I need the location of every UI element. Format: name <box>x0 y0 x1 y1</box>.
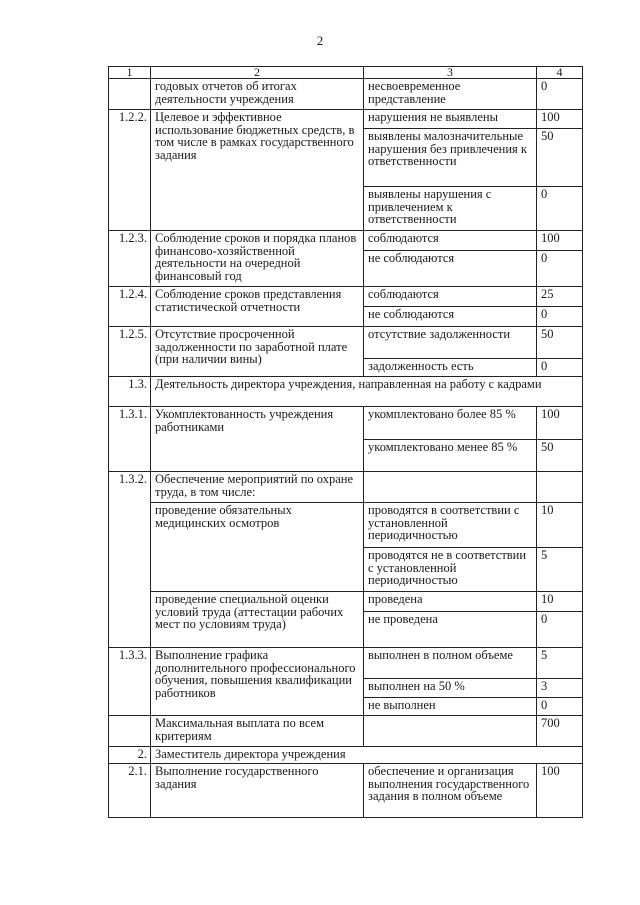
criterion: Максимальная выплата по всем критериям <box>151 716 364 747</box>
points-value: 0 <box>537 187 583 231</box>
points-value: 5 <box>537 548 583 592</box>
criterion: Отсутствие просроченной задолженности по заработной плате (при наличии вины) <box>151 327 364 377</box>
condition: выявлены малозначительные нарушения без привлечения к ответственности <box>364 129 537 187</box>
points-value: 10 <box>537 503 583 548</box>
section-row <box>109 747 583 764</box>
criterion: проведение специальной оценки условий труда (аттестации рабочих мест по условиям труда) <box>151 592 364 648</box>
section-row <box>109 377 583 407</box>
row-number <box>109 716 151 747</box>
section-title: Заместитель директора учреждения <box>151 747 583 764</box>
row-number: 1.3.2. <box>109 472 151 648</box>
row-number <box>109 79 151 110</box>
row-number: 2. <box>109 747 151 764</box>
table-row <box>109 79 583 110</box>
condition: не выполнен <box>364 698 537 716</box>
points-value: 50 <box>537 440 583 472</box>
empty-cell <box>364 716 537 747</box>
criterion: Соблюдение сроков и порядка планов финансово-хозяйственной деятельности на очередной финансовый год <box>151 231 364 287</box>
column-header: 2 <box>151 67 364 79</box>
points-value: 0 <box>537 698 583 716</box>
condition: не соблюдаются <box>364 251 537 287</box>
row-number: 1.2.3. <box>109 231 151 287</box>
points-value: 100 <box>537 407 583 440</box>
condition: проводятся в соответствии с установленной периодичностью <box>364 503 537 548</box>
condition: не соблюдаются <box>364 307 537 327</box>
points-value: 100 <box>537 231 583 251</box>
criterion: Обеспечение мероприятий по охране труда, в том числе: <box>151 472 364 503</box>
condition: несвоевременное представление <box>364 79 537 110</box>
page-number: 2 <box>316 33 324 48</box>
points-value: 100 <box>537 110 583 129</box>
column-header: 3 <box>364 67 537 79</box>
table-row <box>109 407 583 440</box>
empty-cell <box>364 472 537 503</box>
points-value: 3 <box>537 679 583 698</box>
condition: соблюдаются <box>364 287 537 307</box>
criterion: Целевое и эффективное использование бюджетных средств, в том числе в рамках государственного задания <box>151 110 364 231</box>
points-value: 5 <box>537 648 583 679</box>
criteria-table <box>108 66 583 818</box>
criterion: Укомплектованность учреждения работниками <box>151 407 364 472</box>
points-value: 50 <box>537 327 583 359</box>
condition: отсутствие задолженности <box>364 327 537 359</box>
points-value: 0 <box>537 612 583 648</box>
criterion: Выполнение государственного задания <box>151 764 364 818</box>
points-value: 100 <box>537 764 583 818</box>
condition: проводятся не в соответствии с установленной периодичностью <box>364 548 537 592</box>
column-header: 1 <box>109 67 151 79</box>
empty-cell <box>537 472 583 503</box>
points-value: 0 <box>537 251 583 287</box>
row-number: 1.2.2. <box>109 110 151 231</box>
condition: задолженность есть <box>364 359 537 377</box>
table-row <box>109 231 583 251</box>
table-row <box>109 110 583 129</box>
table-header-row <box>109 67 583 79</box>
condition: не проведена <box>364 612 537 648</box>
row-number: 1.2.5. <box>109 327 151 377</box>
table-row <box>109 472 583 503</box>
points-value: 0 <box>537 359 583 377</box>
table-row <box>109 592 583 612</box>
condition: проведена <box>364 592 537 612</box>
row-number: 1.3. <box>109 377 151 407</box>
condition: выявлены нарушения с привлечением к ответственности <box>364 187 537 231</box>
points-value: 50 <box>537 129 583 187</box>
points-value: 700 <box>537 716 583 747</box>
row-number: 1.3.1. <box>109 407 151 472</box>
total-row <box>109 716 583 747</box>
table-row <box>109 648 583 679</box>
section-title: Деятельность директора учреждения, направленная на работу с кадрами <box>151 377 583 407</box>
points-value: 0 <box>537 79 583 110</box>
condition: укомплектовано более 85 % <box>364 407 537 440</box>
column-header: 4 <box>537 67 583 79</box>
condition: выполнен на 50 % <box>364 679 537 698</box>
criterion: годовых отчетов об итогах деятельности учреждения <box>151 79 364 110</box>
table-row <box>109 287 583 307</box>
points-value: 25 <box>537 287 583 307</box>
points-value: 0 <box>537 307 583 327</box>
criterion: Выполнение графика дополнительного профессионального обучения, повышения квалификации работников <box>151 648 364 716</box>
points-value: 10 <box>537 592 583 612</box>
row-number: 1.3.3. <box>109 648 151 716</box>
condition: выполнен в полном объеме <box>364 648 537 679</box>
condition: обеспечение и организация выполнения государственного задания в полном объеме <box>364 764 537 818</box>
table-row <box>109 327 583 359</box>
table-row <box>109 764 583 818</box>
table-row <box>109 503 583 548</box>
condition: укомплектовано менее 85 % <box>364 440 537 472</box>
condition: соблюдаются <box>364 231 537 251</box>
row-number: 1.2.4. <box>109 287 151 327</box>
criterion: проведение обязательных медицинских осмотров <box>151 503 364 592</box>
row-number: 2.1. <box>109 764 151 818</box>
criterion: Соблюдение сроков представления статистической отчетности <box>151 287 364 327</box>
condition: нарушения не выявлены <box>364 110 537 129</box>
